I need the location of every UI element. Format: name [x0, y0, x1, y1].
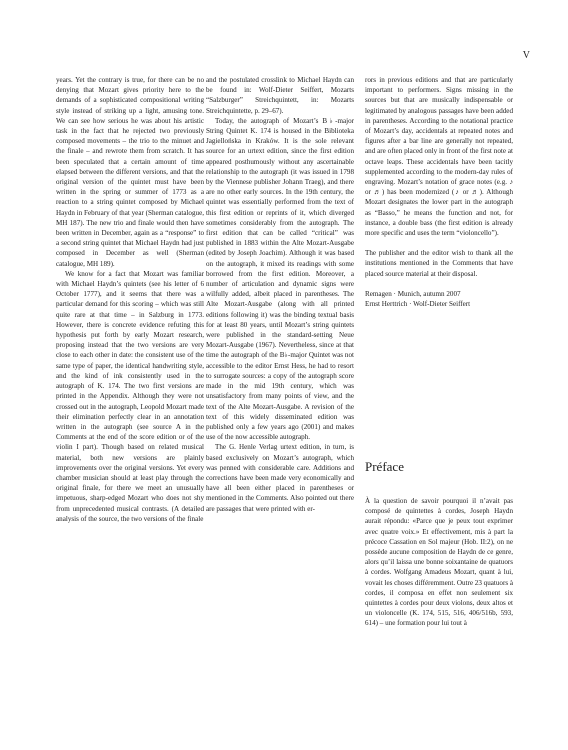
preface-text: À la question de savoir pourquoi il n’avait pas composé de quintettes à cordes, Joseph Haydn aurait répondu: «Parce que je peux tout exprimer avec quatre voix.» Et effectivement, mis à part la précoce Cassation en Sol majeur (Hob. II:2), on ne possède aucune composition de Haydn de ce genre, alors qu’il laissa une bonne soixantaine de quatuors à cordes. Wolfgang Amadeus Mozart, quant à lui, vovait les choses différemment. Outre 23 quatuors à cordes, il composa en effet non seulement six quintettes à cordes pour deux violons, deux altos et un violoncelle (K. 174, 515, 516, 406/516b, 593, 614) – une formation pour lui tout à [365, 497, 514, 628]
signoff-place-date: Remagen · Munich, autumn 2007 [365, 289, 461, 298]
column-3 [365, 75, 513, 309]
paragraph: and the postulated crosslink to Michael Haydn can be found in: Wolf-Dieter Seiffert, Mozarts “Salzburger” Streichquintett, in: Mozarts Streichquintette, p. 29–67). [206, 76, 354, 115]
acknowledgement-paragraph: The publisher and the editor wish to thank all the institutions mentioned in the Comments that have placed source material at their disposal. [365, 249, 513, 278]
paragraph: Today, the autograph of Mozart’s B♭-major String Quintet K. 174 is housed in the Biblioteka Jagiellońska in Kraków. It is the sole relevant source for an urtext edition, since the first edition appeared posthumously without any ascertainable relationship to the autograph (it was issued in 1798 by the Viennese publisher Johann Traeg), and there are no other early sources. In the 19th century, the quintet was essentially performed from the text of this first edition or reprints of it, which diverged sometimes considerably from the autograph. The first edition that can be called “critical” was published in 1883 within the Alte Mozart-Ausgabe (edited by Joseph Joachim). Although it was based on the autograph, it mixed its readings with some borrowed from the first edition. Moreover, a number of articulation and dynamic signs were wilfully added, albeit placed in parentheses. The Alte Mozart-Ausgabe (along with all printed editions following it) was the binding textual basis for at least 80 years, until Mozart’s string quintets were published in the standard-setting Neue Mozart-Ausgabe (1967). Nevertheless, since at that time the autograph of the B♭-major Quintet was not accessible to the editor Ernst Hess, he had to resort to surrogate sources: a copy of the autograph score made in the mid 19th century, which was unsatisfactory from many points of view, and the text of the Alte Mozart-Ausgabe. A revision of the text of this widely disseminated edition was published only a few years ago (2001) and makes use of the now accessible autograph. [206, 116, 354, 442]
paragraph: We know for a fact that Mozart was familiar with Michael Haydn’s quintets (see his letter of 6 October 1777), and it seems that there was a particular demand for this scoring – which was still quite rare at that time – in Salzburg in 1773. However, there is concrete evidence refuting this hypothesis put forth by early Mozart research, proposing instead that the two versions are very close to each other in date: the consistent use of the same type of paper, the identical handwriting style, and the kind of ink consistently used in the autograph of K. 174. The two first versions are printed in the Appendix. Although they were not crossed out in the autograph, Leopold Mozart made their elimination perfectly clear in an annotation written in the autograph (see source A in the Comments at the end of the score edition or of the violin I part). Though based on related musical material, both new versions are plainly improvements over the original versions. Yet every chamber musician should at least play through the original finale, for there we meet an unusually impetuous, sharp-edged Mozart who does not shy from unprecedented musical contrasts. (A detailed analysis of the source, the two versions of the finale [56, 269, 204, 523]
signoff-authors: Ernst Herttrich · Wolf-Dieter Seiffert [365, 300, 471, 309]
paragraph: The G. Henle Verlag urtext edition, in turn, is based exclusively on Mozart’s autograph, which was penned with considerable care. Additions and corrections have been made very economically and have all been either placed in parentheses or mentioned in the Comments. Also pointed out there are passages that were printed with er- [206, 443, 354, 513]
page-number: V [522, 50, 530, 61]
paragraph: years. Yet the contrary is true, for there can be no denying that Mozart gives priority here to the demands of a sophisticated compositional writing style instead of striking up a light, amusing tone. We can see how serious he was about his artistic task in the fact that he rejected two previously composed movements – the trio to the minuet and the finale – and rewrote them from scratch. It has been speculated that a certain amount of time elapsed between the different versions, and that the original version of the quintet must have been written in the spring or summer of 1773 as a reaction to a string quintet composed by Michael Haydn in February of that year (Sherman catalogue, MH 187). The new trio and finale would then have been written in December, again as a “response” to a second string quintet that Michael Haydn had just composed in December as well (Sherman catalogue, MH 189). [56, 76, 204, 268]
column-2 [206, 75, 354, 514]
column-1 [56, 75, 204, 524]
paragraph: rors in previous editions and that are particularly important to performers. Signs missing in the sources but that are musically indispensable or legitimated by analogous passages have been added in parentheses. According to the notational practice of Mozart’s day, accidentals at repeated notes and figures after a bar line are generally not repeated, and are often placed only in front of the first note at octave leaps. These accidentals have been tacitly supplemented according to the modern-day rules of engraving. Mozart’s notation of grace notes (e.g. ♪ or ♬) has been modernized (♪ or ♬). Although Mozart designates the lower part in the autograph as “Basso,” he means the function and not, for instance, a double bass (the first edition is already more specific and uses the term “violoncello”). [365, 76, 513, 238]
preface-heading: Préface [365, 459, 404, 474]
